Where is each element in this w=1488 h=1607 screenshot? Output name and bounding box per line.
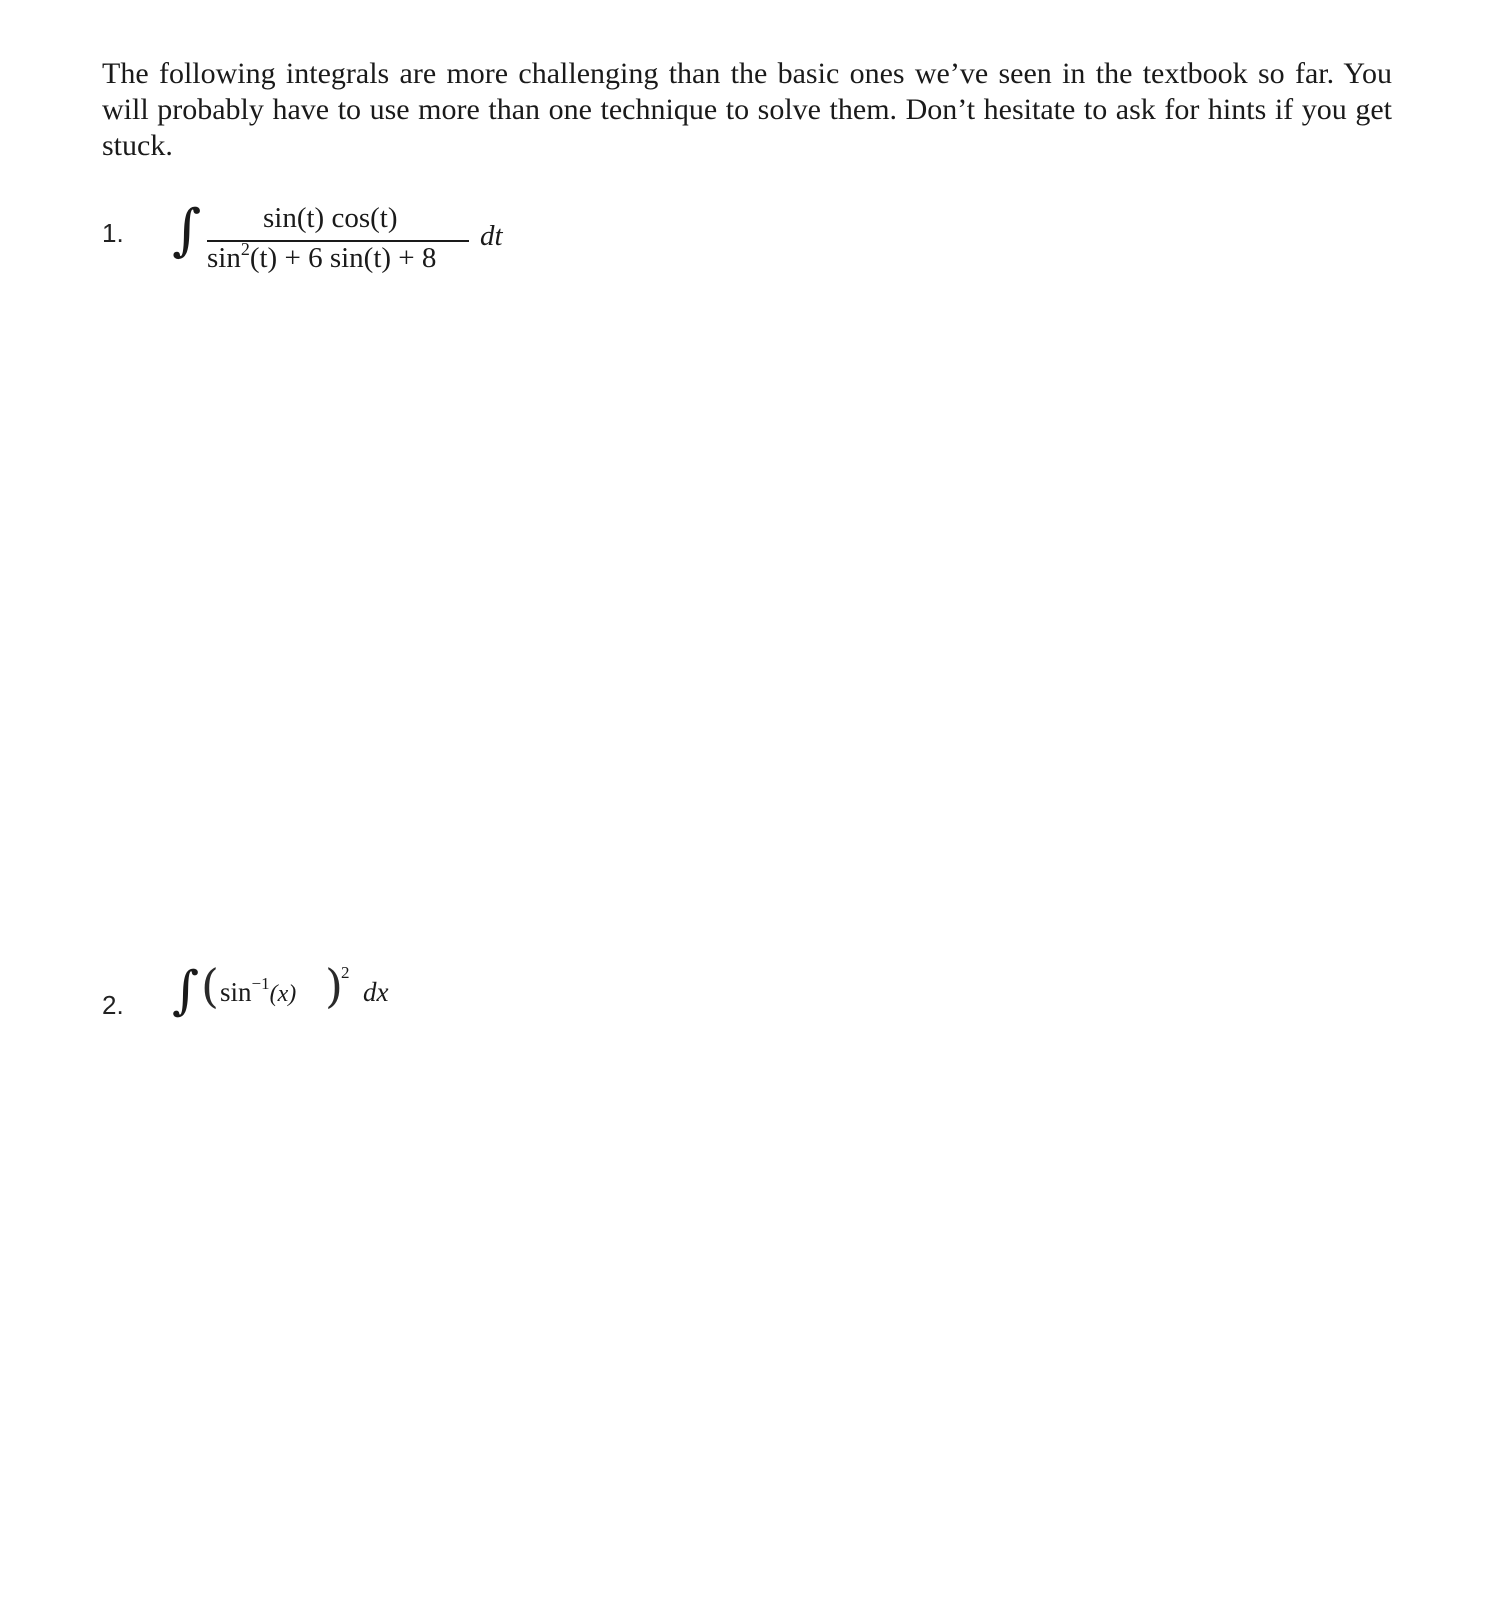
problem-2-number: 2. xyxy=(102,990,124,1020)
integral-sign: ∫ xyxy=(172,198,202,263)
problem-2-differential: dx xyxy=(363,977,389,1007)
problem-1-numerator: sin(t) cos(t) xyxy=(263,202,398,234)
open-paren: ( xyxy=(201,959,219,1013)
integral-sign: ∫ xyxy=(172,961,200,1021)
problem-1-integral xyxy=(170,200,510,290)
power-exponent: 2 xyxy=(341,963,350,982)
problem-1-denominator: $\sin^2(t) + 6$ sin(t) + 8 xyxy=(207,239,437,274)
problem-2-integral xyxy=(170,959,430,1045)
instructions-paragraph: The following integrals are more challenging than the basic ones we’ve seen in the textbook so far. You will probably have to use more than one technique to solve them. Don’t hesitate to ask for hints if you get stuck. xyxy=(102,57,1392,162)
problem-1-differential: dt xyxy=(480,220,503,252)
problem-2-function: $\sin^{-1}(x)$ xyxy=(220,974,297,1007)
close-paren: ) xyxy=(325,959,343,1013)
problem-1-number: 1. xyxy=(102,218,124,248)
